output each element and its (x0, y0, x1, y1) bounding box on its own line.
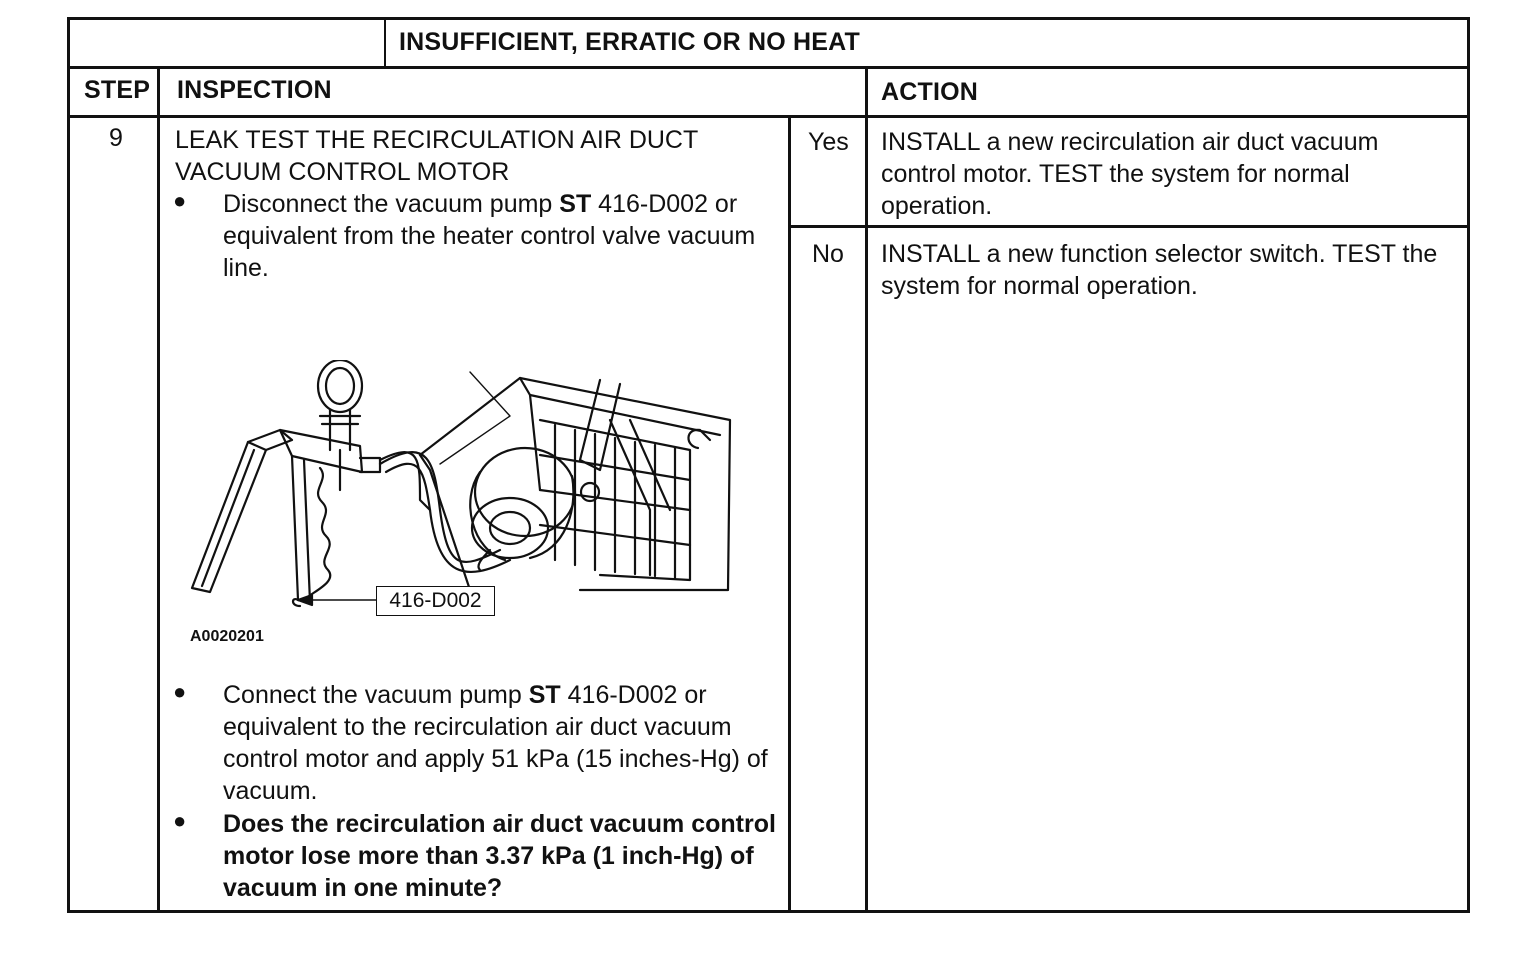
rule-under-title (67, 66, 1470, 69)
result-no-label: No (812, 240, 844, 268)
rule-title-left (384, 17, 386, 68)
inspection-bullet-1: Disconnect the vacuum pump ST 416-D002 or equivalent from the heater control valve vacuum line. (223, 190, 756, 282)
step-header: STEP (84, 76, 151, 104)
table-title: INSUFFICIENT, ERRATIC OR NO HEAT (399, 28, 861, 56)
inspection-title: LEAK TEST THE RECIRCULATION AIR DUCT VACUUM CONTROL MOTOR (175, 126, 698, 186)
bullet-dot-icon: ● (173, 679, 187, 704)
inspection-header: INSPECTION (177, 76, 332, 104)
result-no-action: INSTALL a new function selector switch. TEST the system for normal operation. (881, 240, 1438, 300)
figure-callout: 416-D002 (376, 586, 495, 616)
inspection-bullet-2: Connect the vacuum pump ST 416-D002 or equivalent to the recirculation air duct vacuum control motor and apply 51 kPa (15 inches-Hg) of vacuum. (223, 681, 768, 805)
action-header: ACTION (881, 78, 979, 106)
figure-id: A0020201 (190, 628, 264, 645)
step-number: 9 (109, 124, 123, 152)
inspection-question: Does the recirculation air duct vacuum control motor lose more than 3.37 kPa (1 inch-Hg) of vacuum in one minute? (223, 810, 776, 902)
result-yes-label: Yes (808, 128, 849, 156)
rule-action-col (865, 67, 868, 913)
rule-step-col (157, 67, 160, 913)
bullet-dot-icon: ● (173, 188, 187, 213)
rule-yesno-col (788, 116, 791, 913)
rule-yes-no (789, 225, 1470, 228)
result-yes-action: INSTALL a new recirculation air duct vacuum control motor. TEST the system for normal operation. (881, 128, 1379, 220)
rule-under-headers (67, 115, 1470, 118)
bullet-dot-icon: ● (173, 808, 187, 833)
